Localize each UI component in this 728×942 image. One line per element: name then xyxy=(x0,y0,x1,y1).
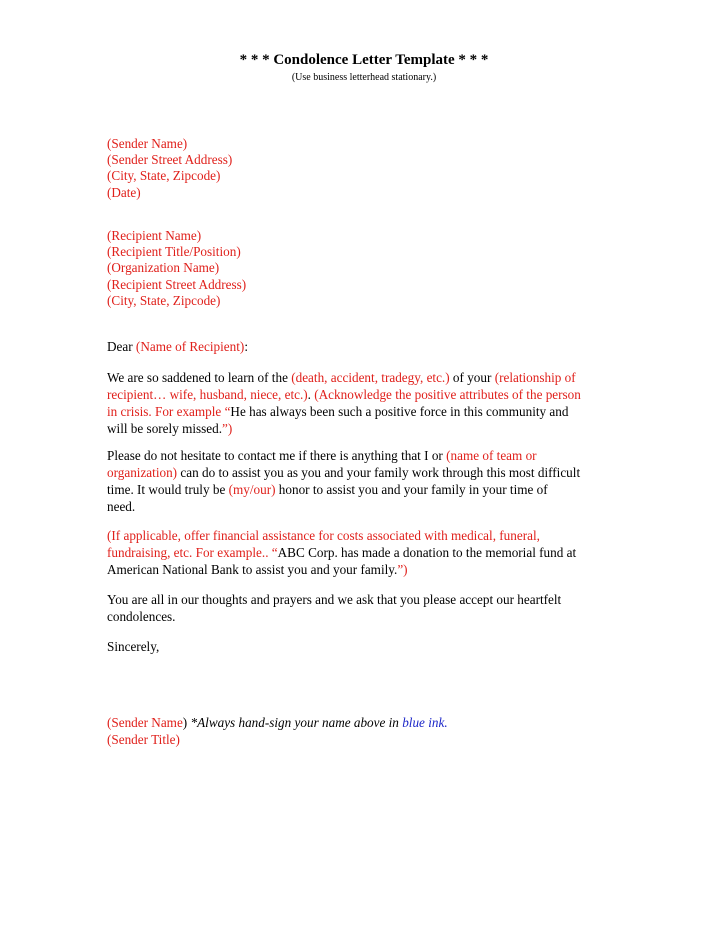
signature-paren: ) xyxy=(182,715,188,730)
paragraph-2 xyxy=(107,447,627,515)
closing: Sincerely, xyxy=(107,639,160,654)
sender-name: (Sender Name) xyxy=(107,136,188,151)
p1-placeholder-attributes: (Acknowledge the positive attributes of the person xyxy=(314,387,581,402)
paragraph-3 xyxy=(107,527,627,578)
p1-text: We are so saddened to learn of the xyxy=(107,370,292,385)
p3-placeholder-financial: fundraising, etc. For example.. “ xyxy=(107,545,278,560)
salutation-dear: Dear xyxy=(107,339,136,354)
p2-text: can do to assist you as you and your family work through this most difficult xyxy=(177,465,581,480)
sender-city: (City, State, Zipcode) xyxy=(107,168,221,184)
signature-note: *Always hand-sign your name above in xyxy=(187,715,403,730)
sender-date: (Date) xyxy=(107,184,141,200)
signature-ink-note: blue ink. xyxy=(402,715,448,730)
salutation-recipient: (Name of Recipient) xyxy=(135,339,245,354)
p2-text: Please do not hesitate to contact me if there is anything that I or xyxy=(107,448,447,463)
p1-example-quote: will be sorely missed. xyxy=(107,421,223,436)
signature-block xyxy=(107,714,627,748)
p2-text: time. It would truly be xyxy=(107,482,229,497)
paragraph-1 xyxy=(107,369,627,437)
p2-placeholder-team: organization) xyxy=(107,465,178,480)
p1-text: of your xyxy=(449,370,495,385)
p1-placeholder-attributes: in crisis. For example “ xyxy=(107,404,231,419)
p1-placeholder-attributes: ”) xyxy=(222,421,233,436)
recipient-org: (Organization Name) xyxy=(107,260,220,276)
salutation xyxy=(107,338,627,355)
signature-sender-title: (Sender Title) xyxy=(107,732,180,747)
p1-placeholder-relationship: (relationship of xyxy=(494,370,576,385)
page-subtitle: (Use business letterhead stationary.) xyxy=(291,72,437,83)
sender-address-block xyxy=(107,136,627,201)
p4-text: You are all in our thoughts and prayers and we ask that you please accept our heartfelt xyxy=(107,592,562,607)
p3-example-quote: ABC Corp. has made a donation to the memorial fund at xyxy=(277,545,577,560)
signature-sender-name: (Sender Name xyxy=(107,715,183,730)
p1-placeholder-relationship: recipient… wife, husband, niece, etc.) xyxy=(107,387,308,402)
p2-placeholder-pronoun: (my/our) xyxy=(228,482,276,497)
recipient-name: (Recipient Name) xyxy=(107,228,202,243)
recipient-address-block xyxy=(107,228,627,309)
salutation-colon: : xyxy=(244,339,248,354)
p3-placeholder-financial: ”) xyxy=(397,562,408,577)
sender-street: (Sender Street Address) xyxy=(107,152,233,168)
recipient-city: (City, State, Zipcode) xyxy=(107,292,221,308)
p1-text: . xyxy=(307,387,315,402)
p2-text: honor to assist you and your family in your time of xyxy=(275,482,548,497)
page-title: * * * Condolence Letter Template * * * xyxy=(239,52,489,68)
p4-text: condolences. xyxy=(107,609,176,624)
recipient-title: (Recipient Title/Position) xyxy=(107,244,241,260)
p3-placeholder-financial: (If applicable, offer financial assistance for costs associated with medical, funeral, xyxy=(107,528,540,543)
p2-text: need. xyxy=(107,499,136,514)
paragraph-4 xyxy=(107,591,627,625)
p2-placeholder-team: (name of team or xyxy=(446,448,537,463)
p1-example-quote: He has always been such a positive force in this community and xyxy=(230,404,569,419)
recipient-street: (Recipient Street Address) xyxy=(107,276,247,292)
p1-placeholder-event: (death, accident, tradegy, etc.) xyxy=(291,370,450,385)
p3-example-quote: American National Bank to assist you and your family. xyxy=(107,562,398,577)
